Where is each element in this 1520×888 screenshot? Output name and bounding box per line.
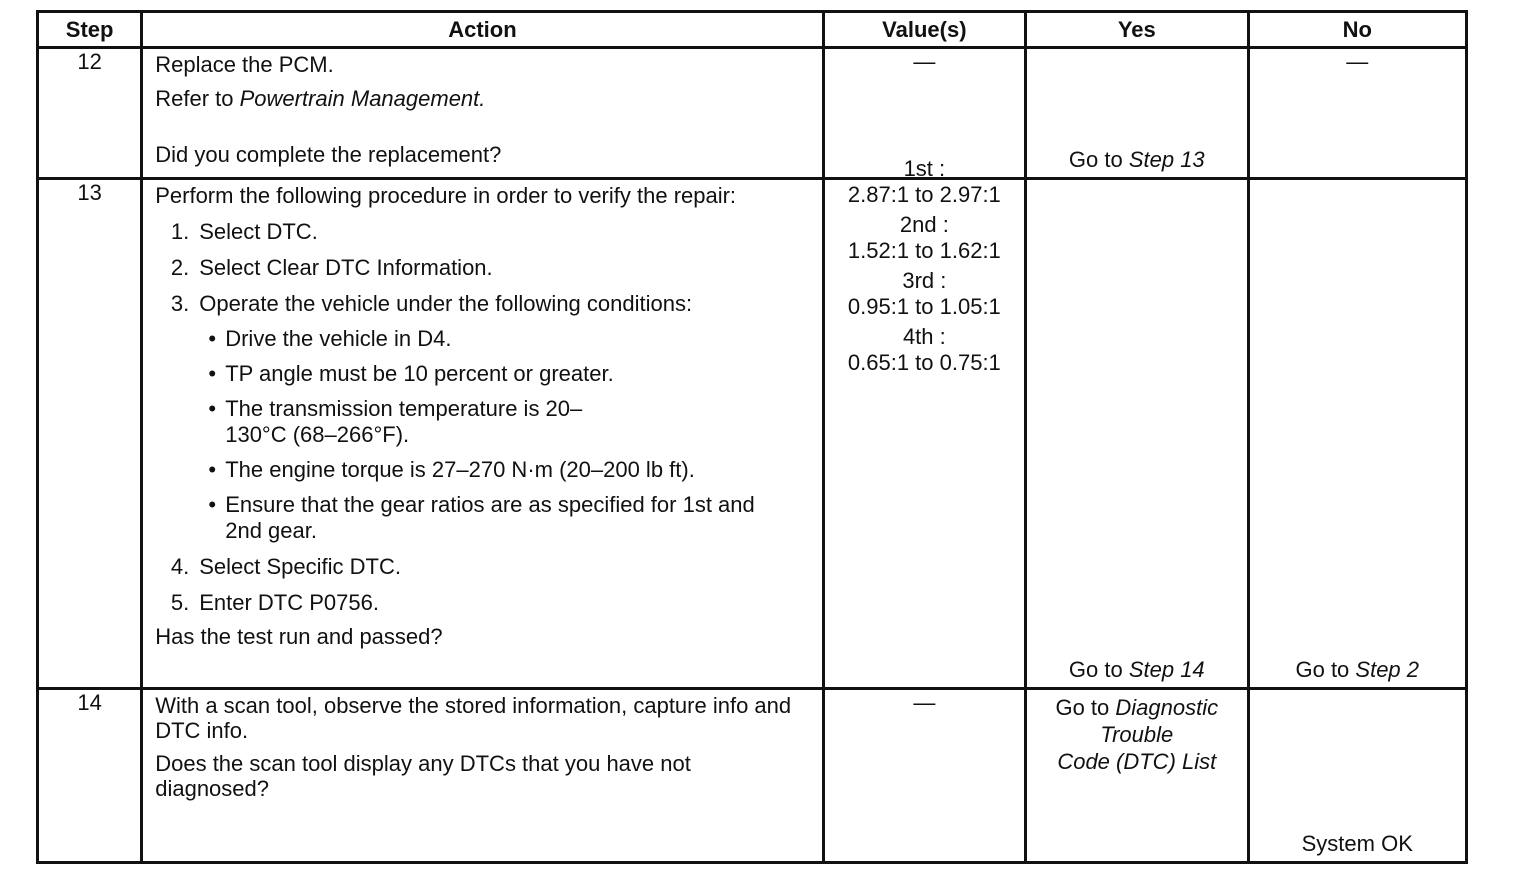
dash: — (913, 49, 936, 74)
list-item: • Ensure that the gear ratios are as specified for 1st and 2nd gear. (208, 492, 755, 543)
no-link[interactable]: Go to Step 2 (1295, 657, 1420, 682)
dash: — (1346, 49, 1369, 74)
gear-value: 2nd : 1.52:1 to 1.62:1 (847, 212, 1001, 263)
yes-cell (1026, 689, 1248, 863)
step-number: 13 (38, 179, 142, 689)
no-cell (1248, 48, 1466, 179)
values-cell (823, 689, 1025, 863)
header-action: Action (142, 12, 823, 48)
list-item: • The engine torque is 27–270 N·m (20–200 lb ft). (208, 457, 695, 482)
no-cell (1248, 179, 1466, 689)
values-cell (823, 156, 1025, 689)
conditions-list (155, 317, 811, 544)
list-item: 2. Select Clear DTC Information. (170, 255, 493, 280)
action-question: Has the test run and passed? (155, 624, 443, 649)
table-row-step-12 (38, 48, 1467, 179)
no-cell (1248, 689, 1466, 863)
list-item: 3. Operate the vehicle under the following conditions: • Drive the vehicle in D4. • TP angle must be 10 percent or greater. • The transmission temperature is 20–130°C (68–266°F). • The engine torque is 27–270 N·m (20–200 lb ft). • Ensure that the gear ratios are as specified for 1st and 2nd gear. (155, 291, 811, 544)
list-item: • The transmission temperature is 20–130°C (68–266°F). (208, 396, 583, 447)
gear-value: 3rd : 0.95:1 to 1.05:1 (847, 268, 1001, 319)
list-item: • TP angle must be 10 percent or greater. (208, 361, 614, 386)
gear-value: 4th : 0.65:1 to 0.75:1 (847, 324, 1001, 375)
action-text: With a scan tool, observe the stored information, capture info and DTC info. (155, 693, 792, 743)
list-item: 1. Select DTC. (170, 219, 318, 244)
action-text: Replace the PCM. (155, 52, 334, 77)
action-intro: Perform the following procedure in order to verify the repair: (155, 183, 737, 208)
yes-link[interactable]: Go to Step 14 (1068, 657, 1205, 682)
list-item: 4. Select Specific DTC. (170, 554, 401, 579)
action-cell (142, 48, 823, 179)
action-reference: Refer to Powertrain Management. (155, 86, 486, 111)
yes-cell (1026, 48, 1248, 179)
list-item: • Drive the vehicle in D4. (208, 326, 452, 351)
yes-cell (1026, 179, 1248, 689)
step-number: 14 (38, 689, 142, 863)
action-cell (142, 179, 823, 689)
yes-link[interactable]: Go to Step 13 (1068, 147, 1205, 172)
header-values: Value(s) (823, 12, 1025, 48)
gear-value: 1st : 2.87:1 to 2.97:1 (847, 156, 1001, 207)
no-result: System OK (1301, 831, 1413, 856)
header-yes: Yes (1026, 12, 1248, 48)
action-question: Does the scan tool display any DTCs that you have not diagnosed? (155, 751, 691, 801)
diagnostic-table (36, 10, 1468, 864)
action-question: Did you complete the replacement? (155, 142, 502, 167)
header-row (38, 12, 1467, 48)
list-item: 5. Enter DTC P0756. (170, 590, 379, 615)
dash: — (913, 690, 936, 715)
header-step: Step (38, 12, 142, 48)
procedure-list (155, 219, 811, 616)
header-no: No (1248, 12, 1466, 48)
table-row-step-14 (38, 689, 1467, 863)
yes-link[interactable]: Go to Diagnostic Trouble Code (DTC) List (1055, 695, 1219, 774)
table-row-step-13 (38, 179, 1467, 689)
action-cell (142, 689, 823, 863)
step-number: 12 (38, 48, 142, 179)
